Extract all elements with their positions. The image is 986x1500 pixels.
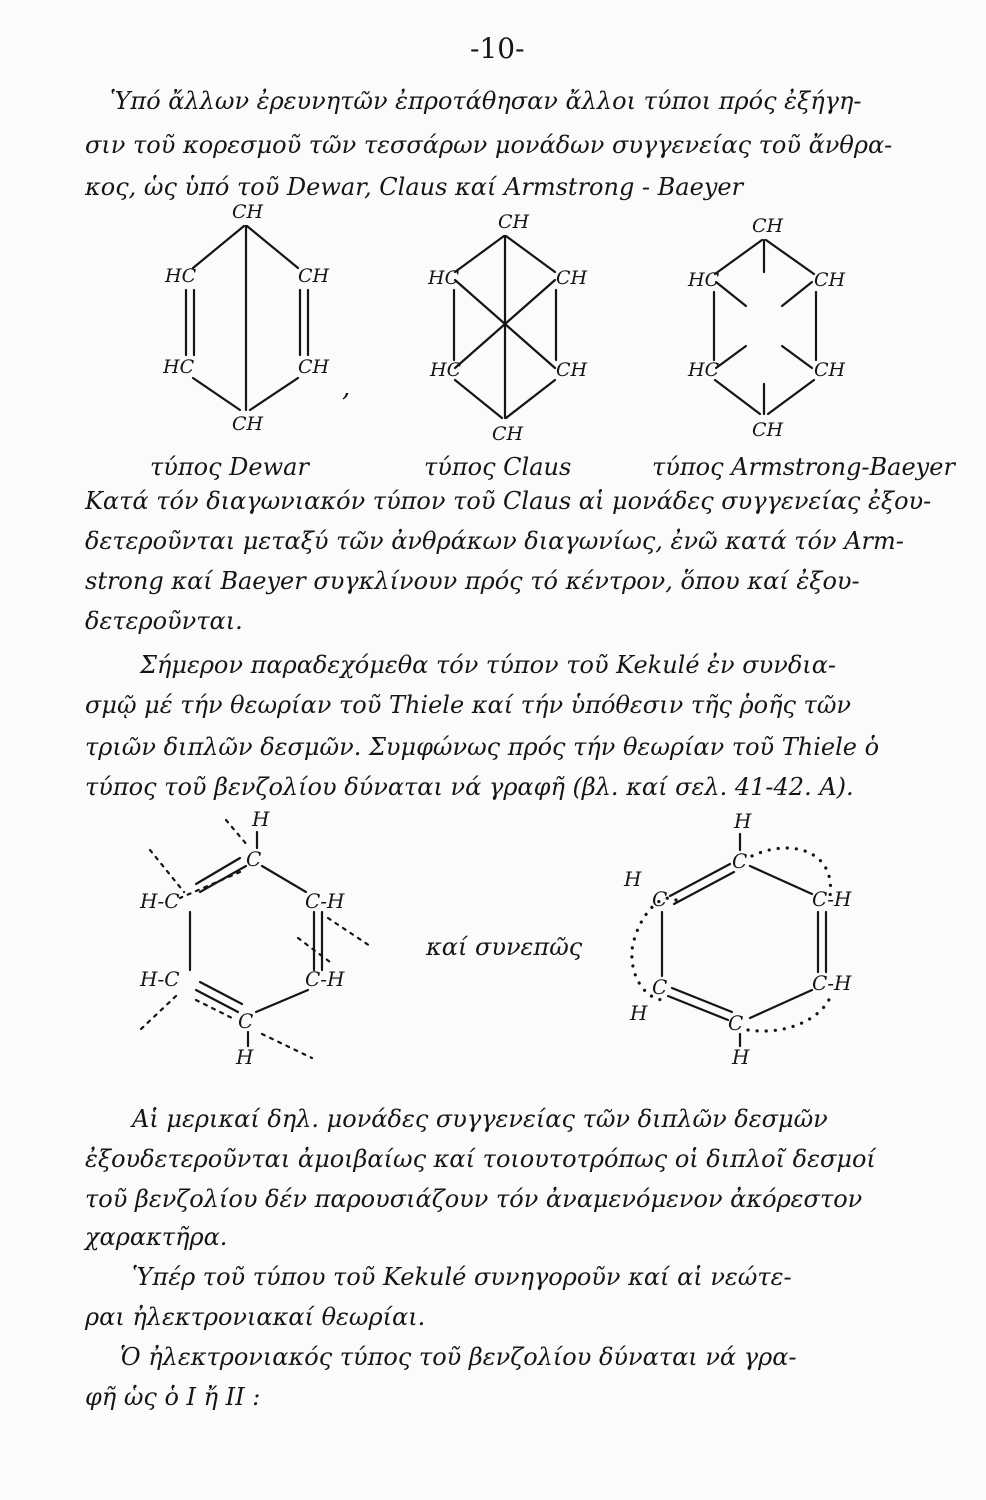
paragraph-2-line-3: strong καί Baeyer συγκλίνουν πρός τό κέντρον, ὅπου καί ἐξου-: [85, 567, 860, 595]
thiele-partial-valence: [150, 850, 184, 892]
claus-ch-lower-right: CH: [556, 359, 588, 381]
flow-bond: [750, 866, 812, 894]
thiele-ring-flow-formula: [623, 809, 852, 1069]
claus-ch-upper-right: CH: [556, 267, 588, 289]
thiele-h-bottom: H: [236, 1045, 254, 1069]
claus-hc-lower-left: HC: [430, 359, 462, 381]
caption-claus: τύπος Claus: [424, 453, 572, 481]
paragraph-4-line-2: ἐξουδετεροῦνται ἀμοιβαίως καί τοιουτοτρόπως οἱ διπλοῖ δεσμοί: [85, 1145, 876, 1173]
claus-hc-upper-left: HC: [428, 267, 460, 289]
paragraph-2-line-4: δετεροῦνται.: [85, 607, 243, 635]
thiele-partial-valence: [262, 1034, 312, 1058]
ab-hc-lower-left: HC: [688, 359, 720, 381]
dewar-ch-bottom: CH: [232, 413, 264, 435]
claus-ch-bottom: CH: [492, 423, 524, 445]
paragraph-6-line-1: Ὁ ἠλεκτρονιακός τύπος τοῦ βενζολίου δύναται νά γρα-: [120, 1343, 797, 1371]
thiele-c-top: C: [246, 847, 262, 871]
flow-c-top: C: [732, 849, 748, 873]
paragraph-3-line-1: Σήμερον παραδεχόμεθα τόν τύπον τοῦ Kekulé ἐν συνδια-: [140, 651, 837, 679]
page-number: -10-: [470, 32, 525, 65]
ab-ch-bottom: CH: [752, 419, 784, 441]
ab-ch-lower-right: CH: [814, 359, 846, 381]
caption-armstrong-baeyer: τύπος Armstrong-Baeyer: [652, 453, 955, 481]
thiele-h-top: H: [252, 807, 270, 831]
thiele-ch-lower-right: C-H: [305, 967, 345, 991]
flow-h-upper-left: H: [624, 867, 642, 891]
caption-dewar: τύπος Dewar: [150, 453, 309, 481]
dewar-ch-lower-right: CH: [298, 356, 330, 378]
paragraph-2-line-2: δετεροῦνται μεταξύ τῶν ἀνθράκων διαγωνίως, ἐνῶ κατά τόν Arm-: [85, 527, 904, 555]
dewar-hc-upper-left: HC: [165, 265, 197, 287]
thiele-partial-valence-formula: [139, 807, 370, 1069]
ab-ch-top: CH: [752, 215, 784, 237]
flow-h-lower-left: H: [630, 1001, 648, 1025]
thiele-bond: [262, 866, 306, 892]
flow-c-upper-left: C: [652, 887, 668, 911]
paragraph-5-line-2: ραι ἠλεκτρονιακαί θεωρίαι.: [85, 1303, 426, 1331]
thiele-ch-upper-right: C-H: [305, 889, 345, 913]
flow-h-top: H: [734, 809, 752, 833]
flow-bond: [668, 996, 728, 1020]
paragraph-1-line-1: Ὑπό ἄλλων ἐρευνητῶν ἐπροτάθησαν ἄλλοι τύποι πρός ἐξήγη-: [110, 87, 862, 115]
thiele-c-bottom: C: [238, 1009, 254, 1033]
thiele-partial-valence: [140, 996, 176, 1030]
flow-h-bottom: H: [732, 1045, 750, 1069]
flow-dotted-arc: [748, 992, 832, 1031]
thiele-partial-valence: [226, 820, 248, 846]
thiele-bond: [256, 990, 308, 1012]
paragraph-4-line-4: χαρακτῆρα.: [85, 1223, 228, 1251]
paragraph-4-line-3: τοῦ βενζολίου δέν παρουσιάζουν τόν ἀναμενόμενον ἀκόρεστον: [85, 1185, 863, 1213]
thiele-bond: [200, 982, 242, 1004]
flow-ch-lower-right: C-H: [812, 971, 852, 995]
dewar-hc-lower-left: HC: [163, 356, 195, 378]
flow-ch-upper-right: C-H: [812, 887, 852, 911]
thiele-hc-upper-left: H-C: [140, 889, 180, 913]
thiele-partial-valence: [328, 918, 370, 946]
paragraph-3-line-2: σμῷ μέ τήν θεωρίαν τοῦ Thiele καί τήν ὑπόθεσιν τῆς ῥοῆς τῶν: [85, 691, 851, 719]
ab-hc-upper-left: HC: [688, 269, 720, 291]
flow-c-bottom: C: [728, 1011, 744, 1035]
paragraph-5-line-1: Ὑπέρ τοῦ τύπου τοῦ Kekulé συνηγοροῦν καί αἱ νεώτε-: [132, 1263, 792, 1291]
claus-ch-top: CH: [498, 211, 530, 233]
flow-bond: [672, 988, 732, 1012]
thiele-bond: [196, 858, 240, 884]
thiele-hc-lower-left: H-C: [140, 967, 180, 991]
dewar-ch-upper-right: CH: [298, 265, 330, 287]
dewar-ch-top: CH: [232, 201, 264, 223]
structure-separator-comma: ,: [342, 373, 351, 403]
paragraph-2-line-1: Κατά τόν διαγωνιακόν τύπον τοῦ Claus αἱ μονάδες συγγενείας ἐξου-: [85, 487, 932, 515]
paragraph-3-line-3: τριῶν διπλῶν δεσμῶν. Συμφώνως πρός τήν θεωρίαν τοῦ Thiele ὁ: [85, 733, 880, 761]
flow-bond: [750, 990, 812, 1018]
paragraph-1-line-2: σιν τοῦ κορεσμοῦ τῶν τεσσάρων μονάδων συγγενείας τοῦ ἄνθρα-: [85, 131, 893, 159]
and-consequently-label: καί συνεπῶς: [426, 933, 583, 961]
thiele-partial-valence: [196, 1000, 236, 1020]
paragraph-6-line-2: φῆ ὡς ὁ I ἤ II :: [85, 1383, 261, 1411]
paragraph-3-line-4: τύπος τοῦ βενζολίου δύναται νά γραφῆ (βλ. καί σελ. 41-42. Α).: [85, 773, 854, 801]
paragraph-4-line-1: Αἱ μερικαί δηλ. μονάδες συγγενείας τῶν διπλῶν δεσμῶν: [132, 1105, 828, 1133]
ab-ch-upper-right: CH: [814, 269, 846, 291]
paragraph-1-line-3: κος, ὡς ὑπό τοῦ Dewar, Claus καί Armstrong - Baeyer: [85, 173, 744, 201]
thiele-bond: [196, 990, 238, 1012]
flow-c-lower-left: C: [652, 975, 668, 999]
